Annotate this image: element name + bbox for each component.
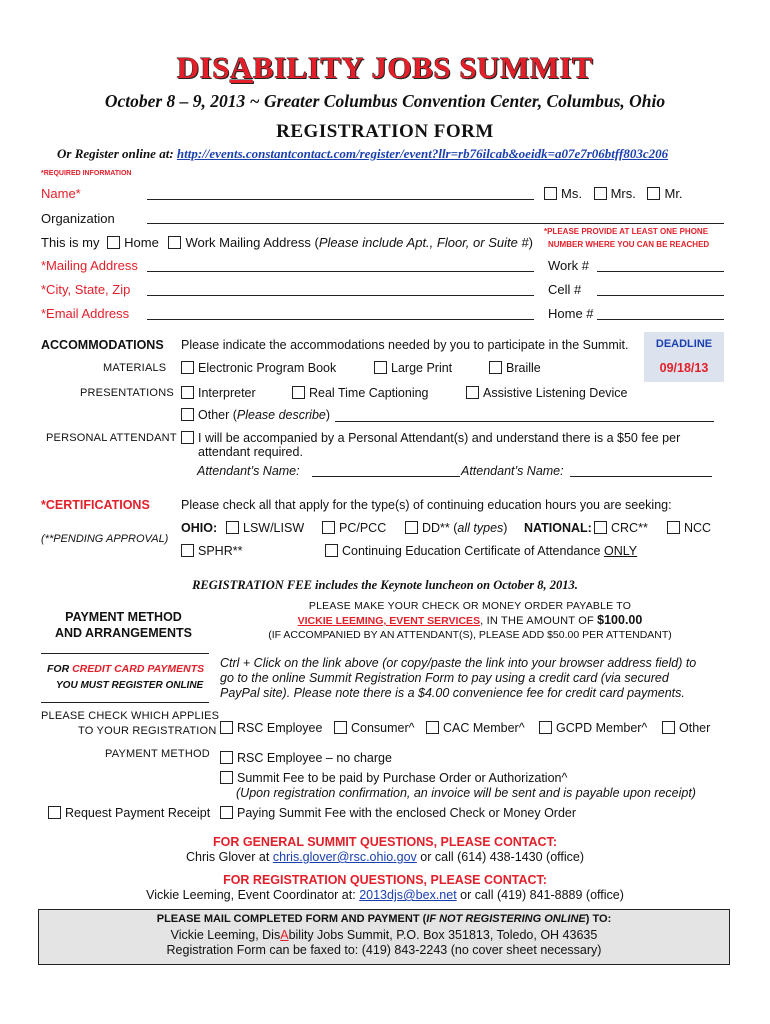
general-questions-heading: FOR GENERAL SUMMIT QUESTIONS, PLEASE CONTACT: (213, 835, 557, 849)
payable-amount: $100.00 (597, 613, 643, 627)
ohio-label: OHIO: (181, 521, 218, 535)
payable-name: VICKIE LEEMING, EVENT SERVICES (297, 615, 481, 627)
online-register-line (57, 146, 668, 162)
ohio-row (181, 521, 217, 535)
payable-amount-pre: , IN THE AMOUNT OF (480, 615, 598, 627)
event-subtitle: October 8 – 9, 2013 ~ Greater Columbus Convention Center, Columbus, Ohio (104, 91, 666, 111)
mr-label: Mr. (664, 186, 683, 201)
mail-line-2 (38, 928, 730, 942)
mailing-address-field[interactable] (147, 271, 534, 272)
other-registration-label: Other (679, 721, 711, 735)
cc-line-2: YOU MUST REGISTER ONLINE (56, 680, 204, 691)
crc-label: CRC** (611, 521, 648, 535)
ncc-label: NCC (684, 521, 712, 535)
organization-field[interactable] (147, 223, 724, 224)
braille-option (489, 361, 541, 375)
general-contact-line (0, 850, 770, 864)
home-phone-label: Home # (548, 306, 594, 321)
other-accommodation-checkbox[interactable] (181, 408, 194, 421)
attendant-checkbox[interactable] (181, 431, 194, 444)
crc-option (594, 521, 648, 535)
other-registration-checkbox[interactable] (662, 721, 675, 734)
large-print-checkbox[interactable] (374, 361, 387, 374)
receipt-checkbox[interactable] (48, 806, 61, 819)
dd-option (405, 521, 507, 535)
mr-checkbox[interactable] (647, 187, 660, 200)
check-applies-2: TO YOUR REGISTRATION (78, 725, 217, 737)
title-letter-a: A (230, 50, 253, 85)
attendant-line-1: I will be accompanied by a Personal Attendant(s) and understand there is a $50 fee per (198, 431, 681, 445)
dd-label: DD** ( (422, 521, 458, 535)
registration-contact-line (0, 888, 770, 902)
form-title: REGISTRATION FORM (276, 121, 494, 142)
ceca-label: Continuing Education Certificate of Attendance (342, 544, 604, 558)
registration-contact-pre: Vickie Leeming, Event Coordinator at: (146, 888, 360, 902)
deadline-date: 09/18/13 (659, 361, 709, 375)
receipt-option (48, 806, 210, 820)
organization-label: Organization (41, 211, 115, 226)
general-contact-email[interactable]: chris.glover@rsc.ohio.gov (272, 850, 417, 864)
ms-label: Ms. (561, 186, 582, 201)
attendant-name-field-2[interactable] (570, 476, 712, 477)
work-phone-field[interactable] (597, 271, 724, 272)
mrs-checkbox[interactable] (594, 187, 607, 200)
gcpd-label: GCPD Member^ (556, 721, 648, 735)
registration-contact-email[interactable]: 2013djs@bex.net (359, 888, 457, 902)
lsw-checkbox[interactable] (226, 521, 239, 534)
other-describe-field[interactable] (335, 421, 714, 422)
listening-checkbox[interactable] (466, 386, 479, 399)
ceca-checkbox[interactable] (325, 544, 338, 557)
sphr-label: SPHR** (198, 544, 243, 558)
mail-line-2-post: bility Jobs Summit, P.O. Box 351813, Toledo, OH 43635 (288, 928, 598, 942)
pm-rsc-checkbox[interactable] (220, 751, 233, 764)
other-label: Other ( (198, 408, 237, 422)
attendant-option (181, 431, 680, 445)
home-phone-field[interactable] (597, 319, 724, 320)
dd-hint: all types (457, 521, 504, 535)
registration-questions-heading: FOR REGISTRATION QUESTIONS, PLEASE CONTACT: (223, 873, 547, 887)
pm-rsc-option (220, 751, 392, 765)
work-mailing-label: Work Mailing Address ( (185, 235, 319, 250)
title-part-2: BILITY JOBS SUMMIT (252, 50, 594, 85)
pm-check-label: Paying Summit Fee with the enclosed Check or Money Order (237, 806, 577, 820)
pm-po-label: Summit Fee to be paid by Purchase Order or Authorization^ (237, 771, 568, 785)
phone-note-2: NUMBER WHERE YOU CAN BE REACHED (548, 240, 710, 249)
sphr-checkbox[interactable] (181, 544, 194, 557)
check-applies-1: PLEASE CHECK WHICH APPLIES (41, 710, 220, 722)
pm-po-checkbox[interactable] (220, 771, 233, 784)
other-reg-option (662, 721, 710, 735)
address-type-row (41, 235, 533, 250)
ncc-checkbox[interactable] (667, 521, 680, 534)
payment-method-heading-2: AND ARRANGEMENTS (54, 626, 193, 640)
cc-text-2: go to the online Summit Registration Form to pay using a credit card (via secured (220, 671, 669, 685)
interpreter-option (181, 386, 256, 400)
sphr-option (181, 544, 242, 558)
online-register-link[interactable]: http://events.constantcontact.com/register/event?llr=rb76ilcab&oeidk=a07e7r06btff803c206 (176, 146, 669, 161)
pc-option (322, 521, 386, 535)
pm-check-checkbox[interactable] (220, 806, 233, 819)
general-contact-post: or call (614) 438-1430 (office) (416, 850, 585, 864)
pm-check-option (220, 806, 576, 820)
pc-checkbox[interactable] (322, 521, 335, 534)
work-checkbox[interactable] (168, 236, 181, 249)
payment-method-heading-1: PAYMENT METHOD (65, 610, 182, 624)
accommodations-heading: ACCOMMODATIONS (41, 338, 164, 352)
listening-option (466, 386, 628, 400)
payment-method-label: PAYMENT METHOD (105, 748, 210, 760)
deadline-label: DEADLINE (655, 338, 713, 350)
large-print-label: Large Print (391, 361, 453, 375)
interpreter-label: Interpreter (198, 386, 256, 400)
payable-line-1: PLEASE MAKE YOUR CHECK OR MONEY ORDER PAYABLE TO (308, 600, 632, 612)
attendant-line-2: attendant required. (198, 445, 303, 459)
pending-approval-note: (**PENDING APPROVAL) (41, 533, 169, 545)
mail-line-2-pre: Vickie Leeming, Dis (170, 928, 281, 942)
other-close: ) (325, 408, 331, 422)
credit-card-box (41, 653, 209, 703)
pm-po-note: (Upon registration confirmation, an invoice will be sent and is payable upon receipt) (236, 786, 696, 800)
mail-line-1-pre: PLEASE MAIL COMPLETED FORM AND PAYMENT ( (156, 913, 427, 925)
home-checkbox[interactable] (107, 236, 120, 249)
presentations-label: PRESENTATIONS (80, 387, 174, 399)
gcpd-option (539, 721, 647, 735)
title-part-1: DIS (176, 50, 230, 85)
cc-text-3: PayPal site). Please note there is a $4.00 convenience fee for credit card payments. (220, 686, 685, 700)
work-mailing-hint: Please include Apt., Floor, or Suite # (318, 235, 529, 250)
consumer-checkbox[interactable] (334, 721, 347, 734)
summit-title (0, 50, 770, 86)
other-hint: Please describe (236, 408, 326, 422)
work-mailing-close: ) (528, 235, 534, 250)
name-field[interactable] (147, 199, 534, 200)
national-label: NATIONAL: (524, 521, 592, 535)
captioning-label: Real Time Captioning (309, 386, 429, 400)
mail-line-1-it: IF NOT REGISTERING ONLINE (426, 913, 586, 925)
ceca-option (325, 544, 637, 558)
materials-label: MATERIALS (103, 362, 167, 374)
phone-note-1: *PLEASE PROVIDE AT LEAST ONE PHONE (544, 227, 709, 236)
city-state-zip-label: *City, State, Zip (41, 282, 131, 297)
work-phone-label: Work # (548, 258, 589, 273)
captioning-option (292, 386, 429, 400)
cc-text-1: Ctrl + Click on the link above (or copy/paste the link into your browser address field) to (220, 656, 697, 670)
dd-close: ) (503, 521, 508, 535)
online-label: Or Register online at: (57, 146, 174, 161)
mrs-label: Mrs. (610, 186, 636, 201)
listening-label: Assistive Listening Device (483, 386, 628, 400)
accommodations-intro: Please indicate the accommodations needed by you to participate in the Summit. (181, 338, 629, 352)
cell-phone-field[interactable] (597, 295, 724, 296)
braille-label: Braille (506, 361, 541, 375)
certifications-heading: *CERTIFICATIONS (41, 498, 150, 512)
consumer-label: Consumer^ (351, 721, 415, 735)
lsw-label: LSW/LISW (243, 521, 305, 535)
cac-option (426, 721, 525, 735)
pm-po-option (220, 771, 567, 785)
registration-contact-post: or call (419) 841-8889 (office) (456, 888, 624, 902)
general-contact-pre: Chris Glover at (185, 850, 273, 864)
pm-rsc-label: RSC Employee – no charge (237, 751, 392, 765)
mail-line-3: Registration Form can be faxed to: (419) 843-2243 (no cover sheet necessary) (166, 943, 602, 957)
attendant-name-field-1[interactable] (312, 476, 460, 477)
cac-label: CAC Member^ (443, 721, 525, 735)
electronic-book-label: Electronic Program Book (198, 361, 337, 375)
mail-line-1 (38, 913, 730, 925)
payable-line-2 (210, 613, 730, 627)
city-state-zip-field[interactable] (147, 295, 534, 296)
captioning-checkbox[interactable] (292, 386, 305, 399)
certifications-intro: Please check all that apply for the type(s) of continuing education hours you are seeking: (181, 498, 672, 512)
rsc-option (220, 721, 322, 735)
pc-label: PC/PCC (339, 521, 387, 535)
receipt-label: Request Payment Receipt (65, 806, 211, 820)
crc-checkbox[interactable] (594, 521, 607, 534)
registration-fee-heading: REGISTRATION FEE includes the Keynote luncheon on October 8, 2013. (192, 578, 578, 592)
home-label: Home (124, 235, 159, 250)
required-note: *REQUIRED INFORMATION (41, 170, 132, 177)
ceca-only: ONLY (603, 544, 638, 558)
dd-checkbox[interactable] (405, 521, 418, 534)
braille-checkbox[interactable] (489, 361, 502, 374)
personal-attendant-label: PERSONAL ATTENDANT (46, 432, 177, 444)
cc-payments: CREDIT CARD PAYMENTS (72, 663, 205, 675)
ms-checkbox[interactable] (544, 187, 557, 200)
other-option (181, 408, 330, 422)
consumer-option (334, 721, 415, 735)
cac-checkbox[interactable] (426, 721, 439, 734)
interpreter-checkbox[interactable] (181, 386, 194, 399)
payable-line-3: (IF ACCOMPANIED BY AN ATTENDANT(S), PLEASE ADD $50.00 PER ATTENDANT) (268, 629, 672, 641)
name-label: Name* (41, 186, 81, 201)
mail-line-1-post: ) TO: (585, 913, 612, 925)
email-field[interactable] (147, 319, 534, 320)
mailing-address-label: *Mailing Address (41, 258, 138, 273)
email-label: *Email Address (41, 306, 130, 321)
cell-phone-label: Cell # (548, 282, 582, 297)
materials-options (181, 361, 336, 375)
salutation-group (544, 186, 683, 201)
rsc-employee-label: RSC Employee (237, 721, 323, 735)
rsc-employee-checkbox[interactable] (220, 721, 233, 734)
lsw-option (226, 521, 304, 535)
electronic-book-checkbox[interactable] (181, 361, 194, 374)
cc-line-1 (47, 663, 204, 675)
mail-line-2-a: A (280, 928, 289, 942)
attendant-name-label-2: Attendant’s Name: (461, 464, 564, 478)
attendant-name-label-1: Attendant’s Name: (197, 464, 300, 478)
ncc-option (667, 521, 711, 535)
cc-for: FOR (47, 663, 73, 675)
gcpd-checkbox[interactable] (539, 721, 552, 734)
large-print-option (374, 361, 452, 375)
this-is-my-label: This is my (41, 235, 100, 250)
